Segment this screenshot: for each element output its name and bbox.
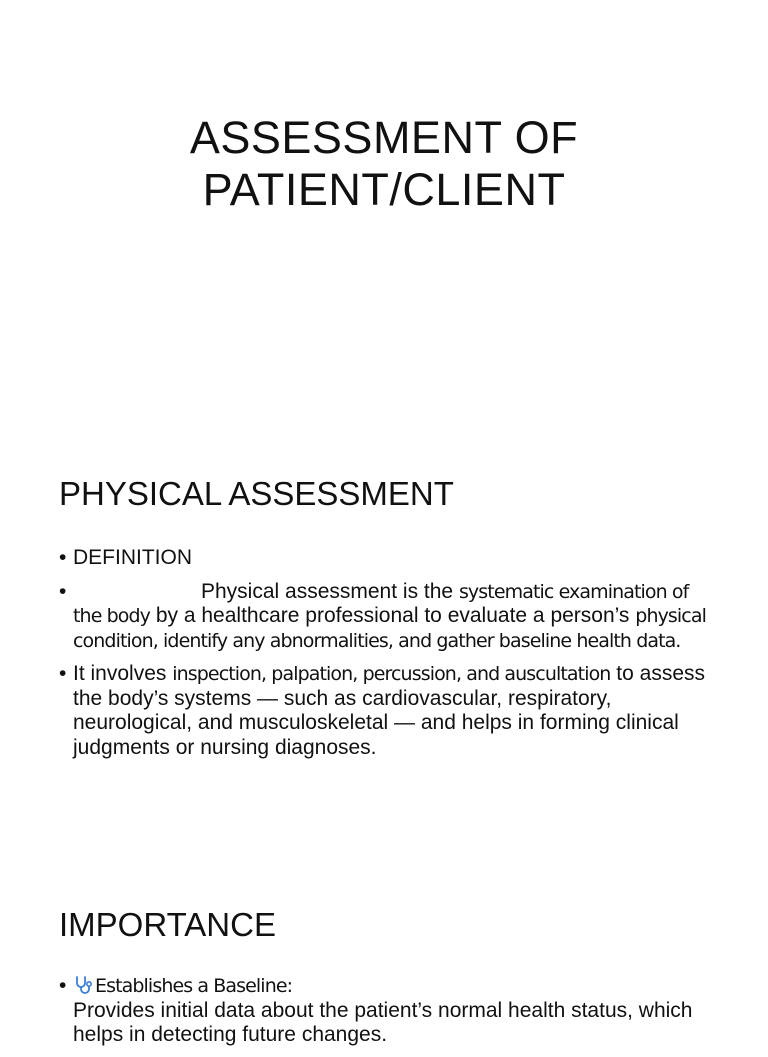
- highlight-text: inspection, palpation, percussion, and auscultation: [172, 663, 611, 685]
- highlight-text: systematic examination of the body: [73, 580, 689, 627]
- title-line-2: PATIENT/CLIENT: [202, 164, 566, 215]
- stethoscope-icon: [73, 975, 93, 995]
- slide-physical-assessment: [0, 430, 768, 870]
- slide-title: [0, 0, 768, 430]
- text-part: .: [675, 628, 682, 652]
- slide-importance: [0, 870, 768, 1046]
- bullet-text: Provides initial data about the patient’s normal health status, which helps in detecting future changes.: [73, 998, 693, 1046]
- bullet-baseline: [59, 974, 719, 1048]
- bullet-label: Establishes a Baseline:: [95, 975, 293, 997]
- bullet-text: DEFINITION: [73, 546, 192, 569]
- title-line-1: ASSESSMENT OF: [189, 112, 579, 163]
- slide-heading: IMPORTANCE: [59, 906, 276, 943]
- highlight-text: physical condition, identify any abnormalities, and gather baseline health data: [73, 605, 706, 652]
- bullet-definition: [59, 546, 719, 571]
- slide-heading: PHYSICAL ASSESSMENT: [59, 475, 454, 512]
- text-part: to assess the body’s systems — such as cardiovascular, respiratory, neurological, and musculoskeletal — and helps in forming clinical judgments or nursing diagnoses.: [73, 662, 705, 759]
- bullet-list: [59, 974, 719, 1057]
- text-part: Physical assessment is the: [201, 579, 459, 603]
- bullet-list: [59, 546, 719, 769]
- text-part: It involves: [73, 662, 173, 685]
- presentation-title: [0, 112, 768, 216]
- bullet-definition-text: [59, 580, 719, 654]
- text-part: by a healthcare professional to evaluate a person’s: [150, 604, 636, 627]
- bullet-involves: [59, 662, 719, 760]
